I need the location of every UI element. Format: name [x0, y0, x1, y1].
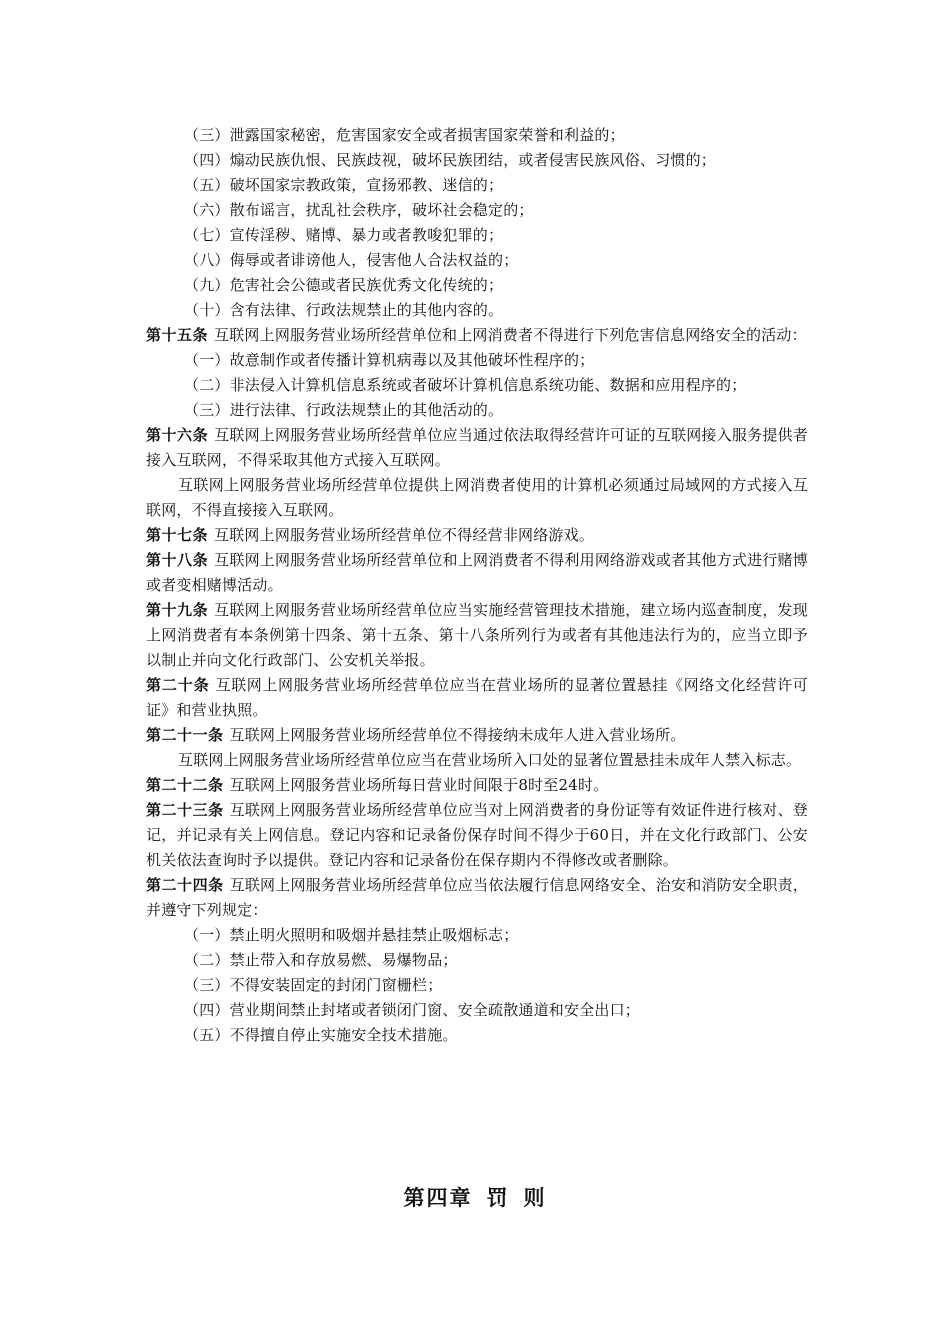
chapter-number: 第四章	[403, 1185, 473, 1210]
article-label: 第二十二条	[146, 776, 224, 794]
article-text: 互联网上网服务营业场所经营单位不得经营非网络游戏。	[214, 526, 595, 544]
article-label: 第十五条	[146, 326, 209, 344]
article-label: 第二十条	[146, 676, 210, 694]
list-item: （六）散布谣言，扰乱社会秩序，破坏社会稳定的；	[184, 201, 534, 219]
list-item: （五）破坏国家宗教政策，宣扬邪教、迷信的；	[184, 176, 504, 194]
article-text: 互联网上网服务营业场所经营单位和上网消费者不得进行下列危害信息网络安全的活动：	[214, 326, 807, 344]
list-item: （四）营业期间禁止封堵或者锁闭门窗、安全疏散通道和安全出口；	[184, 1001, 641, 1019]
article-text: 互联网上网服务营业场所每日营业时间限于8时至24时。	[229, 776, 609, 794]
article-22	[146, 773, 808, 798]
article-23	[146, 798, 808, 873]
list-item: （二）非法侵入计算机信息系统或者破坏计算机信息系统功能、数据和应用程序的；	[184, 376, 747, 394]
article-24	[146, 873, 808, 923]
article-label: 第十九条	[146, 601, 209, 619]
article-16	[146, 423, 808, 473]
article-16-paragraph-2: 互联网上网服务营业场所经营单位提供上网消费者使用的计算机必须通过局域网的方式接入互联网，不得直接接入互联网。	[146, 476, 808, 519]
article-label: 第二十四条	[146, 876, 224, 894]
chapter-heading	[0, 1182, 950, 1212]
article-label: 第十八条	[146, 551, 209, 569]
article-label: 第二十三条	[146, 801, 224, 819]
list-item: （五）不得擅自停止实施安全技术措施。	[184, 1026, 458, 1044]
list-item: （三）泄露国家秘密，危害国家安全或者损害国家荣誉和利益的；	[184, 126, 625, 144]
list-item: （四）煽动民族仇恨、民族歧视，破坏民族团结，或者侵害民族风俗、习惯的；	[184, 151, 717, 169]
document-body	[146, 123, 808, 1048]
article-text: 互联网上网服务营业场所经营单位应当通过依法取得经营许可证的互联网接入服务提供者接入互联网，不得采取其他方式接入互联网。	[146, 426, 808, 469]
article-21-paragraph-2: 互联网上网服务营业场所经营单位应当在营业场所入口处的显著位置悬挂未成年人禁入标志。	[178, 751, 802, 769]
article-label: 第十六条	[146, 426, 209, 444]
article-text: 互联网上网服务营业场所经营单位应当依法履行信息网络安全、治安和消防安全职责，并遵守下列规定：	[146, 876, 808, 919]
chapter-title-char-2: 则	[523, 1185, 547, 1210]
list-item: （一）禁止明火照明和吸烟并悬挂禁止吸烟标志；	[184, 926, 519, 944]
article-20	[146, 673, 808, 723]
list-item: （九）危害社会公德或者民族优秀文化传统的；	[184, 276, 504, 294]
article-17	[146, 523, 808, 548]
list-item: （三）进行法律、行政法规禁止的其他活动的。	[184, 401, 504, 419]
article-text: 互联网上网服务营业场所经营单位不得接纳未成年人进入营业场所。	[229, 726, 686, 744]
chapter-title-char-1: 罚	[486, 1185, 510, 1210]
article-label: 第十七条	[146, 526, 209, 544]
article-15	[146, 323, 808, 348]
article-text: 互联网上网服务营业场所经营单位应当对上网消费者的身份证等有效证件进行核对、登记，并记录有关上网信息。登记内容和记录备份保存时间不得少于60日，并在文化行政部门、公安机关依法查询时予以提供。登记内容和记录备份在保存期内不得修改或者删除。	[146, 801, 808, 869]
article-21	[146, 723, 808, 748]
list-item: （一）故意制作或者传播计算机病毒以及其他破坏性程序的；	[184, 351, 595, 369]
list-item: （八）侮辱或者诽谤他人，侵害他人合法权益的；	[184, 251, 519, 269]
article-text: 互联网上网服务营业场所经营单位应当在营业场所的显著位置悬挂《网络文化经营许可证》和营业执照。	[146, 676, 808, 719]
article-label: 第二十一条	[146, 726, 224, 744]
list-item: （二）禁止带入和存放易燃、易爆物品；	[184, 951, 458, 969]
article-text: 互联网上网服务营业场所经营单位和上网消费者不得利用网络游戏或者其他方式进行赌博或者变相赌博活动。	[146, 551, 808, 594]
list-item: （十）含有法律、行政法规禁止的其他内容的。	[184, 301, 504, 319]
list-item: （三）不得安装固定的封闭门窗栅栏；	[184, 976, 443, 994]
article-18	[146, 548, 808, 598]
article-19	[146, 598, 808, 673]
article-text: 互联网上网服务营业场所经营单位应当实施经营管理技术措施，建立场内巡查制度，发现上网消费者有本条例第十四条、第十五条、第十八条所列行为或者有其他违法行为的，应当立即予以制止并向文化行政部门、公安机关举报。	[146, 601, 808, 669]
list-item: （七）宣传淫秽、赌博、暴力或者教唆犯罪的；	[184, 226, 504, 244]
